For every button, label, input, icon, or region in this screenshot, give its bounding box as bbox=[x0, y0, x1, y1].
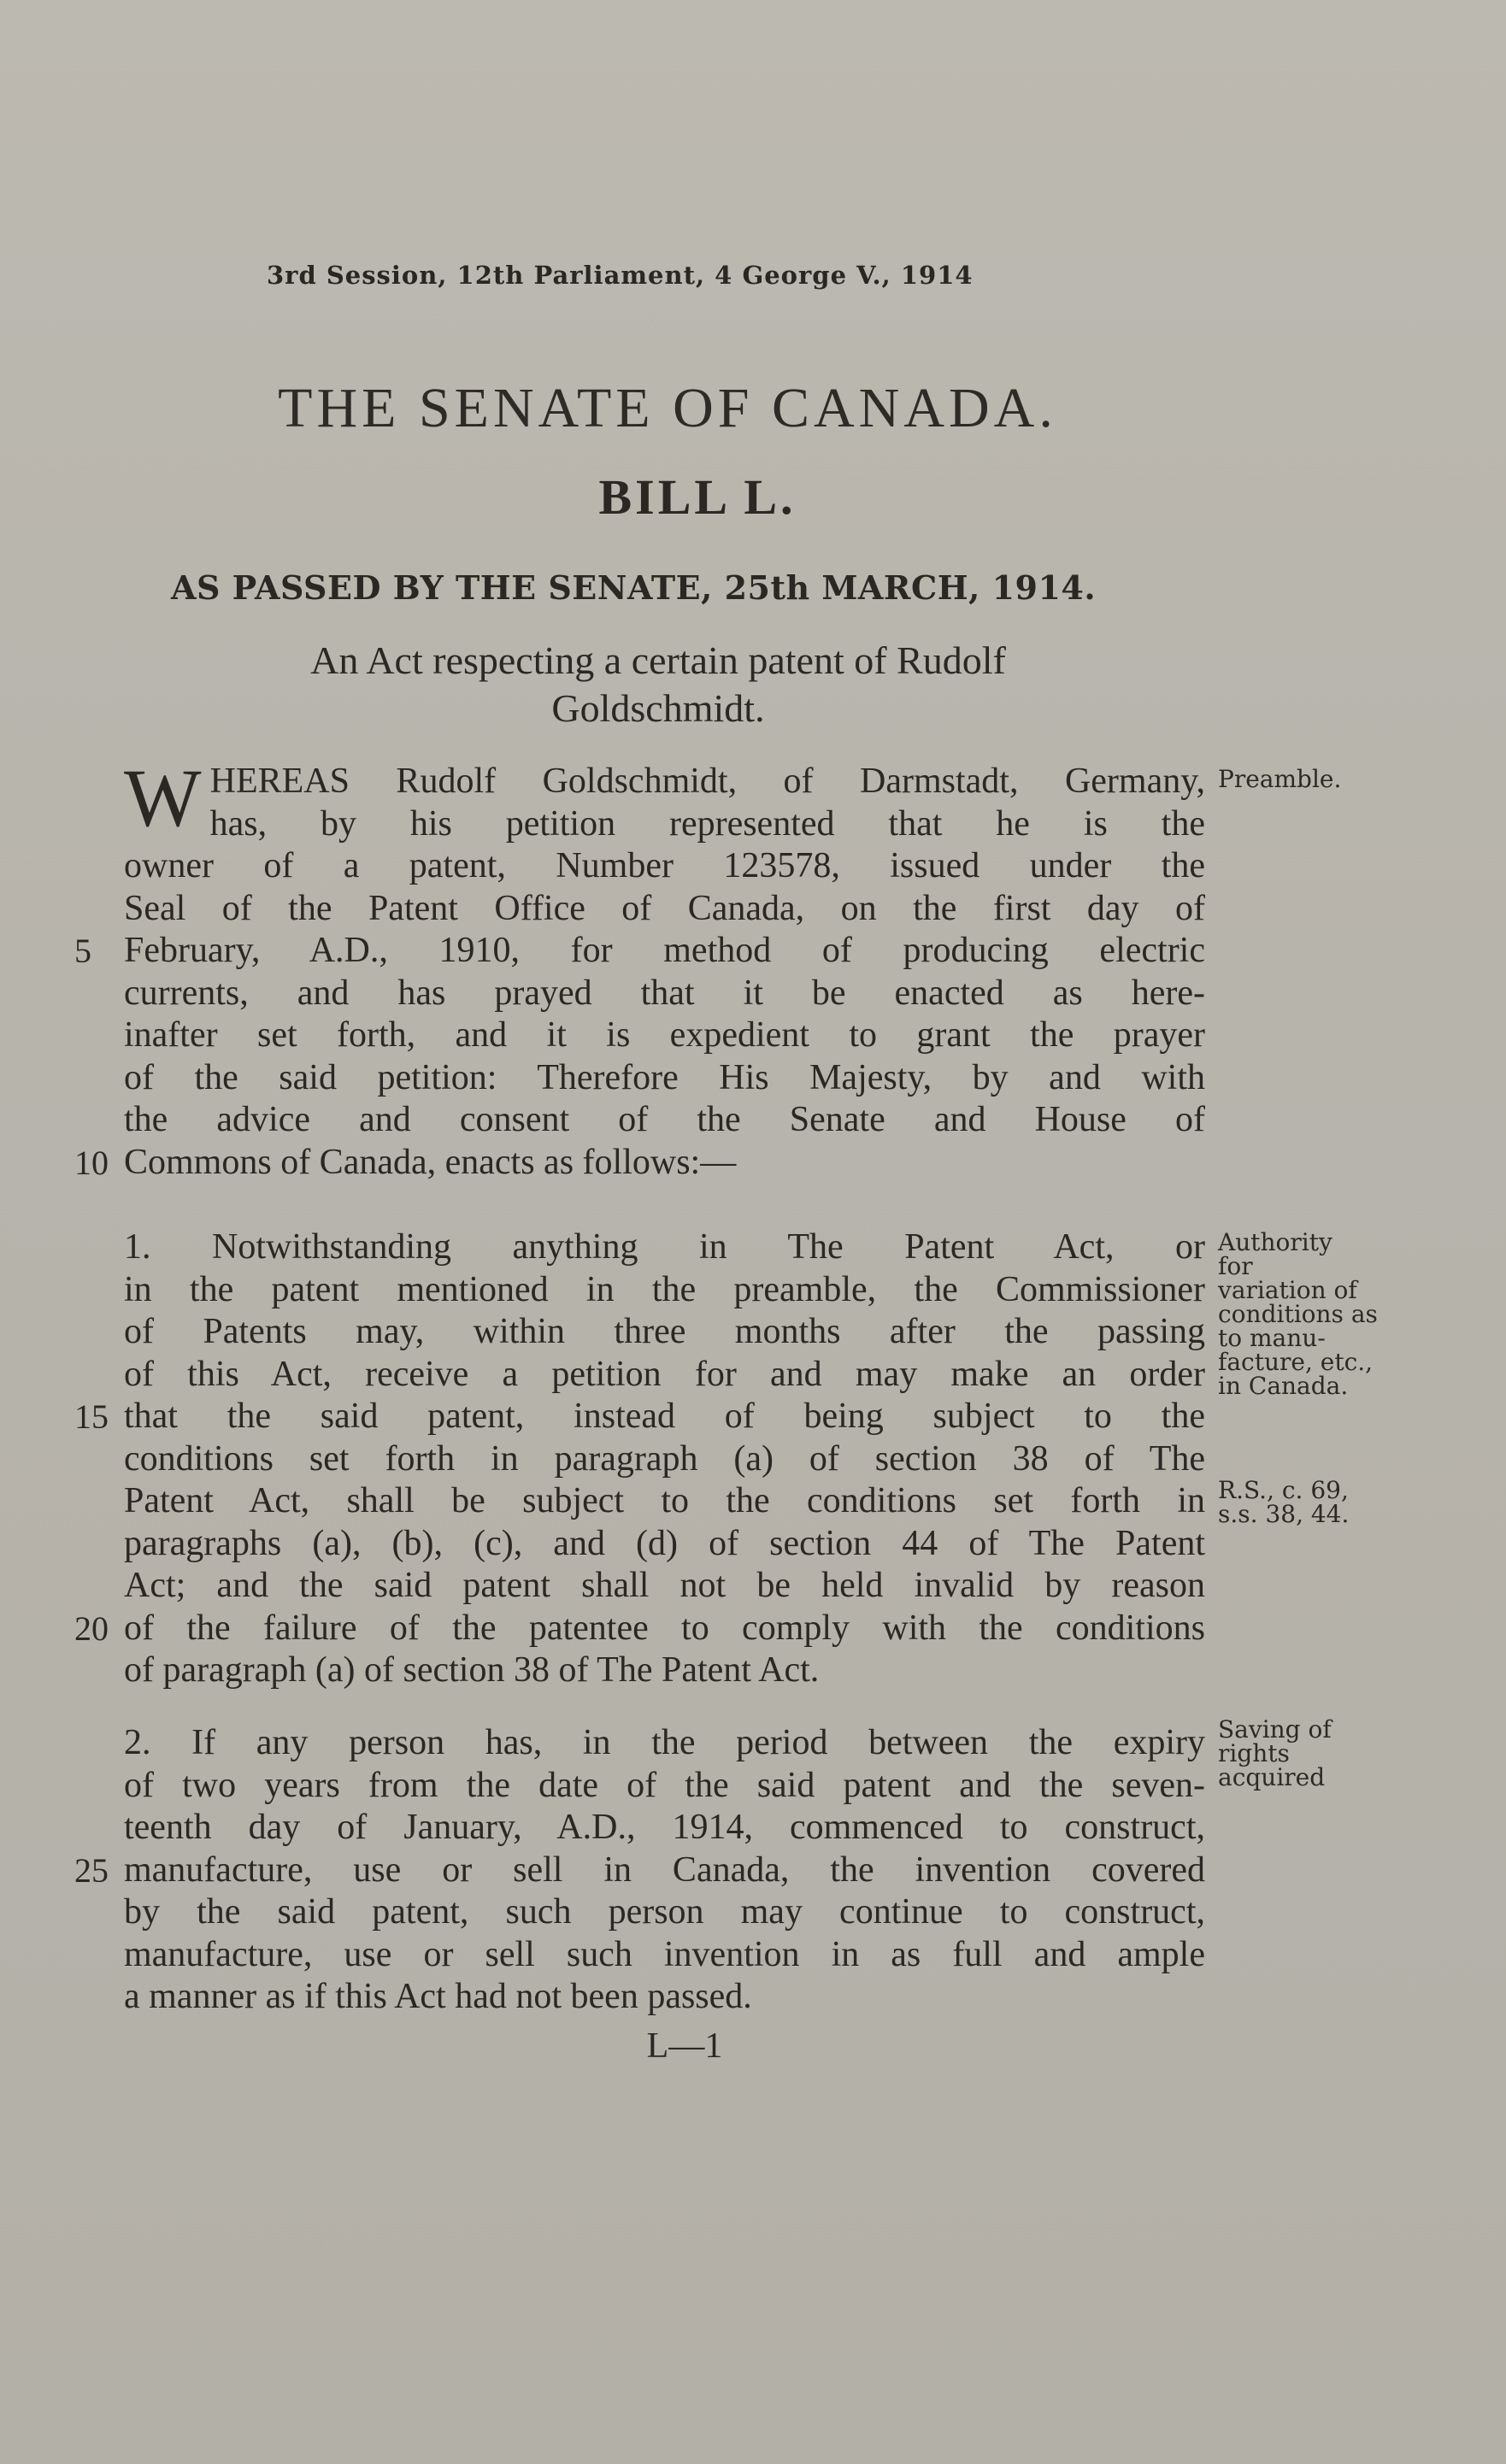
section-1-line: of this Act, receive a petition for and may make an order bbox=[124, 1354, 1205, 1394]
preamble-line: inafter set forth, and it is expedient to grant the prayer bbox=[124, 1015, 1205, 1055]
section-2-line: of two years from the date of the said patent and the seven- bbox=[124, 1765, 1205, 1805]
section-1-line: Patent Act, shall be subject to the conditions set forth in bbox=[124, 1481, 1205, 1520]
section-1-line: conditions set forth in paragraph (a) of section 38 of The bbox=[124, 1438, 1205, 1479]
margin-note-statute-ref: R.S., c. 69, s.s. 38, 44. bbox=[1218, 1476, 1350, 1528]
section-1 bbox=[74, 1226, 1205, 1692]
section-1-line: of Patents may, within three months after the passing bbox=[124, 1312, 1205, 1351]
page-signature: L—1 bbox=[646, 2026, 723, 2066]
act-title-line-2: Goldschmidt. bbox=[551, 686, 765, 730]
section-1-line: paragraphs (a), (b), (c), and (d) of section 44 of The Patent bbox=[124, 1523, 1205, 1563]
section-2-line: teenth day of January, A.D., 1914, commenced to construct, bbox=[124, 1808, 1205, 1847]
section-1-line: 20 of the failure of the patentee to comply with the conditions bbox=[124, 1608, 1205, 1650]
senate-heading: THE SENATE OF CANADA. bbox=[278, 377, 1057, 439]
section-1-line: Act; and the said patent shall not be held invalid by reason bbox=[124, 1566, 1205, 1605]
preamble-line: owner of a patent, Number 123578, issued under the bbox=[124, 846, 1205, 885]
session-line: 3rd Session, 12th Parliament, 4 George V., 1914 bbox=[267, 261, 974, 290]
section-1-line: 1. Notwithstanding anything in The Patent Act, or bbox=[124, 1227, 1205, 1267]
preamble-line: has, by his petition represented that he is the bbox=[209, 803, 1205, 844]
preamble-line: 10 Commons of Canada, enacts as follows:— bbox=[124, 1142, 1205, 1185]
preamble-line: the advice and consent of the Senate and House of bbox=[124, 1100, 1205, 1139]
section-2-line: a manner as if this Act had not been passed. bbox=[124, 1977, 752, 2016]
section-1-line: in the patent mentioned in the preamble, the Commissioner bbox=[124, 1269, 1205, 1309]
section-2-line: 25 manufacture, use or sell in Canada, the invention covered bbox=[124, 1849, 1205, 1892]
line-number: 10 bbox=[74, 1143, 109, 1182]
line-number: 20 bbox=[74, 1608, 109, 1648]
line-number: 25 bbox=[74, 1850, 109, 1890]
margin-note-authority: Authority for variation of conditions as to manu- facture, etc., in Canada. bbox=[1218, 1228, 1378, 1400]
preamble-line: 5 February, A.D., 1910, for method of producing electric bbox=[124, 930, 1205, 973]
section-2 bbox=[74, 1722, 1205, 2019]
margin-note-saving: Saving of rights acquired bbox=[1218, 1715, 1332, 1791]
preamble-line: currents, and has prayed that it be enacted as here- bbox=[124, 973, 1205, 1013]
line-number: 5 bbox=[74, 932, 91, 970]
section-2-line: by the said patent, such person may continue to construct, bbox=[124, 1892, 1205, 1932]
line-number: 15 bbox=[74, 1397, 109, 1436]
preamble-dropcap: W bbox=[124, 752, 202, 844]
preamble-line: Seal of the Patent Office of Canada, on the first day of bbox=[124, 888, 1205, 928]
act-title bbox=[205, 637, 1111, 732]
passed-line: AS PASSED BY THE SENATE, 25th MARCH, 1914. bbox=[171, 568, 1097, 607]
bill-heading: BILL L. bbox=[598, 469, 797, 525]
margin-note-preamble: Preamble. bbox=[1218, 765, 1342, 793]
act-title-line-1: An Act respecting a certain patent of Rudolf bbox=[310, 638, 1006, 682]
preamble-line: HEREAS Rudolf Goldschmidt, of Darmstadt, Germany, bbox=[209, 762, 1205, 801]
section-2-line: 2. If any person has, in the period between the expiry bbox=[124, 1723, 1205, 1762]
section-2-line: manufacture, use or sell such invention in as full and ample bbox=[124, 1934, 1205, 1974]
section-1-line: 15 that the said patent, instead of being subject to the bbox=[124, 1396, 1205, 1438]
preamble-line: of the said petition: Therefore His Majesty, by and with bbox=[124, 1057, 1205, 1097]
section-1-line: of paragraph (a) of section 38 of The Patent Act. bbox=[124, 1650, 820, 1690]
preamble bbox=[74, 752, 1205, 1184]
